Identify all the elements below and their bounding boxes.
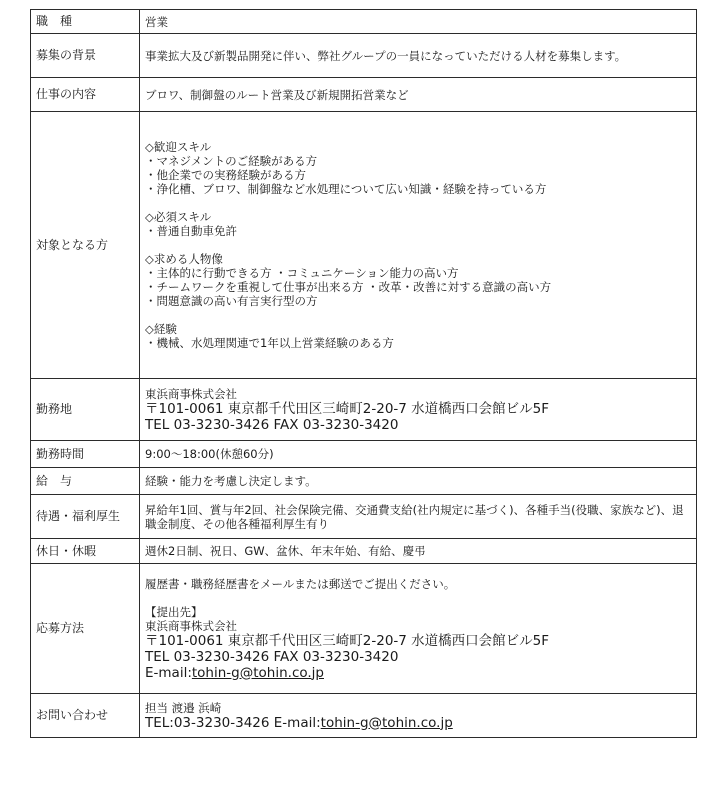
spacer (145, 196, 691, 210)
benefits-text: 昇給年1回、賞与年2回、社会保険完備、交通費支給(社内規定に基づく)、各種手当(役職、家族など)、退職金制度、その他各種福利厚生有り (145, 502, 684, 531)
value-job-type: 営業 (140, 10, 697, 34)
persona-item: ・主体的に行動できる方 ・コミュニケーション能力の高い方 (145, 266, 459, 280)
value-benefits (140, 495, 697, 539)
welcome-skill-item: ・浄化槽、ブロワ、制御盤など水処理について広い知識・経験を持っている方 (145, 182, 547, 196)
label-application: 応募方法 (31, 564, 140, 694)
contact-person: 担当 渡邉 浜崎 (145, 700, 222, 715)
experience-item: ・機械、水処理関連で1年以上営業経験のある方 (145, 336, 394, 350)
row-job-content (31, 78, 697, 112)
row-holidays (31, 539, 697, 564)
email-prefix: E-mail: (145, 664, 192, 681)
location-company: 東浜商事株式会社 (145, 386, 237, 401)
application-instructions: 履歴書・職務経歴書をメールまたは郵送でご提出ください。 (145, 576, 456, 591)
application-tel-fax: TEL 03-3230-3426 FAX 03-3230-3420 (145, 648, 399, 665)
label-background: 募集の背景 (31, 34, 140, 78)
label-holidays: 休日・休暇 (31, 539, 140, 564)
contact-email-link[interactable]: tohin-g@tohin.co.jp (320, 714, 453, 731)
background-text: 事業拡大及び新製品開発に伴い、弊社グループの一員になっていただける人材を募集します。 (145, 48, 627, 63)
required-skills-heading: ◇必須スキル (145, 210, 212, 224)
persona-item: ・チームワークを重視して仕事が出来る方 ・改革・改善に対する意識の高い方 (145, 280, 552, 294)
required-skill-item: ・普通自動車免許 (145, 224, 237, 238)
application-email-link[interactable]: tohin-g@tohin.co.jp (191, 664, 324, 681)
label-location: 勤務地 (31, 379, 140, 441)
row-benefits (31, 495, 697, 539)
application-address: 〒101-0061 東京都千代田区三崎町2-20-7 水道橋西口会館ビル5F (145, 632, 550, 649)
value-target (140, 112, 697, 379)
spacer (145, 308, 691, 322)
application-email-line (145, 665, 691, 681)
label-job-type: 職 種 (31, 10, 140, 34)
label-target: 対象となる方 (31, 112, 140, 379)
location-tel-fax: TEL 03-3230-3426 FAX 03-3230-3420 (145, 416, 399, 433)
welcome-skills-heading: ◇歓迎スキル (145, 140, 212, 154)
value-salary: 経験・能力を考慮し決定します。 (140, 468, 697, 495)
label-hours: 勤務時間 (31, 441, 140, 468)
value-contact (140, 694, 697, 738)
row-job-type (31, 10, 697, 34)
value-location (140, 379, 697, 441)
welcome-skill-item: ・マネジメントのご経験がある方 (145, 154, 318, 168)
row-hours (31, 441, 697, 468)
value-holidays: 週休2日制、祝日、GW、盆休、年末年始、有給、慶弔 (140, 539, 697, 564)
contact-tel: TEL:03-3230-3426 E-mail: (145, 714, 321, 731)
application-company: 東浜商事株式会社 (145, 618, 237, 633)
row-application (31, 564, 697, 694)
value-hours: 9:00～18:00(休憩60分) (140, 441, 697, 468)
persona-heading: ◇求める人物像 (145, 252, 223, 266)
welcome-skill-item: ・他企業での実務経験がある方 (145, 168, 306, 182)
row-salary (31, 468, 697, 495)
label-contact: お問い合わせ (31, 694, 140, 738)
location-address: 〒101-0061 東京都千代田区三崎町2-20-7 水道橋西口会館ビル5F (145, 400, 550, 417)
spacer (145, 238, 691, 252)
value-background (140, 34, 697, 78)
value-application (140, 564, 697, 694)
experience-heading: ◇経験 (145, 322, 177, 336)
job-listing-table (30, 9, 697, 738)
row-contact (31, 694, 697, 738)
persona-item: ・問題意識の高い有言実行型の方 (145, 294, 318, 308)
label-salary: 給 与 (31, 468, 140, 495)
row-target (31, 112, 697, 379)
submit-heading: 【提出先】 (145, 604, 203, 619)
row-location (31, 379, 697, 441)
value-job-content: ブロワ、制御盤のルート営業及び新規開拓営業など (140, 78, 697, 112)
contact-line (145, 715, 691, 731)
label-benefits: 待遇・福利厚生 (31, 495, 140, 539)
row-background (31, 34, 697, 78)
spacer (145, 591, 691, 605)
label-job-content: 仕事の内容 (31, 78, 140, 112)
